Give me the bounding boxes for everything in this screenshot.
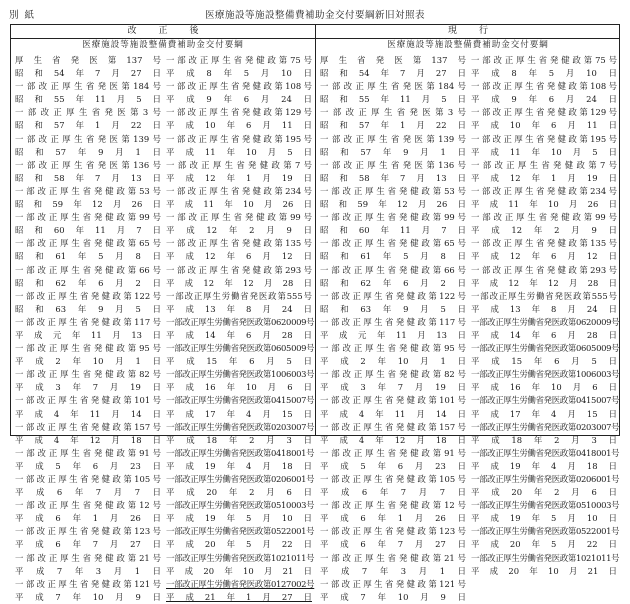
amendment-date: 平成2年10月1日 — [15, 356, 161, 367]
amendment-date: 平成20年2月6日 — [471, 487, 617, 498]
amendment-date: 平成9年6月24日 — [471, 94, 617, 105]
revised-panel — [11, 25, 315, 602]
amendment-entry: 一部改正厚生省発健政第105号 — [320, 474, 466, 484]
amendment-entry: 一部改正厚生省発健政第7号 — [166, 159, 312, 170]
amendment-entry: 一部改正厚生省発健政第66号 — [320, 264, 466, 275]
amendment-entry: 一部改正厚生省発健政第121号 — [15, 578, 161, 589]
amendment-date: 平成16年10月6日 — [471, 382, 617, 393]
amendment-date: 平成4年12月18日 — [320, 434, 466, 445]
amendment-entry: 一部改正厚生省発健政第99号 — [166, 212, 312, 223]
amendment-date: 昭和54年7月27日 — [320, 68, 466, 79]
revised-subtitle: 医療施設等施設整備費補助金交付要綱 — [82, 40, 244, 50]
amendment-entry: 一部改正厚生省発健政第157号 — [320, 421, 466, 432]
amendment-date: 昭和57年9月1日 — [320, 146, 466, 157]
revised-history-column-2 — [166, 54, 315, 604]
document-title: 医療施設等施設整備費補助金交付要綱新旧対照表 — [204, 10, 425, 21]
amendment-date: 昭和57年1月22日 — [15, 120, 161, 131]
amendment-date: 平成20年2月6日 — [166, 487, 312, 498]
amendment-date: 昭和62年6月2日 — [320, 277, 466, 288]
amendment-entry: 一部改正厚生労働省発医政第0415007号 — [166, 395, 315, 406]
amendment-entry: 一部改正厚生省発健政第53号 — [15, 185, 161, 196]
amendment-entry: 一部改正厚生労働省発医政第1006003号 — [166, 369, 315, 380]
amendment-entry: 厚生省発医第137号 — [320, 55, 466, 65]
amendment-entry: 一部改正厚生省発健政第91号 — [15, 447, 161, 458]
amendment-entry: 一部改正厚生省発健政第53号 — [320, 185, 466, 196]
amendment-date: 平成4年11月14日 — [320, 408, 466, 419]
amendment-date: 昭和61年5月8日 — [320, 251, 466, 262]
amendment-entry: 一部改正厚生労働省発医政第0605009号 — [166, 343, 315, 354]
amendment-entry: 一部改正厚生省発健政第121号 — [320, 578, 466, 589]
amendment-date: 平成11年10月5日 — [166, 146, 312, 157]
amendment-date: 平成11年10月26日 — [166, 199, 312, 210]
amendment-date: 平成20年10月21日 — [166, 565, 312, 576]
amendment-date: 平成17年4月15日 — [166, 408, 312, 419]
amendment-date: 平成6年7月27日 — [320, 539, 466, 550]
amendment-date: 平成12年2月9日 — [166, 225, 312, 236]
amendment-entry: 一部改正厚生省発医第184号 — [15, 81, 161, 92]
amendment-date: 平成7年10月9日 — [320, 591, 466, 602]
current-history-column-2 — [471, 54, 620, 578]
amendment-date: 平成14年6月28日 — [166, 329, 312, 340]
amendment-entry: 一部改正厚生省発健政第99号 — [471, 212, 617, 223]
amendment-date: 平成4年11月14日 — [15, 408, 161, 419]
amendment-date: 昭和60年11月7日 — [15, 225, 161, 236]
amendment-date: 平成15年6月5日 — [471, 356, 617, 367]
amendment-entry: 一部改正厚生省発医第136号 — [320, 159, 466, 170]
amendment-entry: 一部改正厚生省発健政第108号 — [166, 81, 312, 92]
amendment-entry: 一部改正厚生労働省発医政第0206001号 — [471, 474, 620, 484]
amendment-date: 昭和57年9月1日 — [15, 146, 161, 157]
amendment-date: 平成19年4月18日 — [471, 460, 617, 471]
amendment-date: 平成9年6月24日 — [166, 94, 312, 105]
amendment-entry: 一部改正厚生省発健政第7号 — [471, 159, 617, 170]
amendment-entry: 一部改正厚生省発医第3号 — [15, 107, 161, 118]
amendment-entry: 一部改正厚生労働省発医政第0127002号 — [166, 578, 315, 589]
amendment-entry: 一部改正厚生省発健政第75号 — [166, 55, 312, 65]
amendment-date: 平成7年3月1日 — [320, 565, 466, 576]
amendment-entry: 一部改正厚生労働省発医政第0203007号 — [471, 421, 620, 432]
amendment-entry: 一部改正厚生省発健政第101号 — [320, 395, 466, 406]
amendment-entry: 一部改正厚生省発健政第293号 — [471, 264, 617, 275]
amendment-date: 平成5年6月23日 — [320, 460, 466, 471]
current-subtitle: 医療施設等施設整備費補助金交付要綱 — [387, 40, 549, 50]
amendment-entry: 一部改正厚生省発健政第82号 — [320, 369, 466, 380]
amendment-entry: 一部改正厚生省発健政第101号 — [15, 395, 161, 406]
amendment-entry: 一部改正厚生省発健政第122号 — [320, 290, 466, 301]
amendment-entry: 一部改正厚生省発健政第117号 — [15, 316, 161, 327]
amendment-entry: 一部改正厚生労働省発医政第0620009号 — [166, 316, 315, 327]
amendment-entry: 一部改正厚生労働省発医政第0605009号 — [471, 343, 620, 354]
amendment-entry: 厚生省発医第137号 — [15, 55, 161, 65]
amendment-date: 平成18年2月3日 — [166, 434, 312, 445]
amendment-date: 昭和59年12月26日 — [320, 199, 466, 210]
amendment-date: 平成19年5月10日 — [166, 513, 312, 524]
amendment-date: 昭和58年7月13日 — [15, 172, 161, 183]
current-history-column-1 — [320, 54, 466, 604]
amendment-entry: 一部改正厚生労働省発医政第0510003号 — [471, 500, 620, 511]
amendment-date: 平成19年5月10日 — [471, 513, 617, 524]
amendment-entry: 一部改正厚生省発健政第95号 — [15, 343, 161, 354]
amendment-entry: 一部改正厚生省発健政第95号 — [320, 343, 466, 354]
amendment-date: 昭和55年11月5日 — [15, 94, 161, 105]
amendment-entry: 一部改正厚生省発健政第129号 — [166, 107, 312, 118]
amendment-date: 平成20年5月22日 — [166, 539, 312, 550]
amendment-entry: 一部改正厚生労働省発医政第0522001号 — [166, 526, 315, 537]
amendment-entry: 一部改正厚生省発医第139号 — [15, 133, 161, 144]
amendment-entry: 一部改正厚生省発健政第75号 — [471, 55, 617, 65]
amendment-entry: 一部改正厚生省発健政第91号 — [320, 447, 466, 458]
amendment-entry: 一部改正厚生労働省発医政第0522001号 — [471, 526, 620, 537]
amendment-entry: 一部改正厚生労働省発医政第0415007号 — [471, 395, 620, 406]
comparison-table — [10, 24, 620, 602]
amendment-entry: 一部改正厚生省発健政第135号 — [166, 238, 312, 249]
amendment-entry: 一部改正厚生労働省発医政第0418001号 — [471, 447, 620, 458]
amendment-date: 昭和59年12月26日 — [15, 199, 161, 210]
amendment-date: 平成12年12月28日 — [166, 277, 312, 288]
amendment-date: 平成7年3月1日 — [15, 565, 161, 576]
amendment-entry: 一部改正厚生省発健政第65号 — [320, 238, 466, 249]
amendment-entry: 一部改正厚生省発健政第157号 — [15, 421, 161, 432]
amendment-entry: 一部改正厚生労働省発医政第0206001号 — [166, 474, 315, 484]
amendment-entry: 一部改正厚生省発健政第108号 — [471, 81, 617, 92]
revised-heading: 改正後 — [127, 26, 221, 36]
amendment-entry: 一部改正厚生省発医第136号 — [15, 159, 161, 170]
amendment-entry: 一部改正厚生省発医第184号 — [320, 81, 466, 92]
amendment-date: 昭和62年6月2日 — [15, 277, 161, 288]
amendment-entry: 一部改正厚生省発健政第12号 — [15, 500, 161, 511]
amendment-date: 昭和55年11月5日 — [320, 94, 466, 105]
amendment-date: 平成19年4月18日 — [166, 460, 312, 471]
amendment-date: 平成15年6月5日 — [166, 356, 312, 367]
amendment-date: 平成14年6月28日 — [471, 329, 617, 340]
amendment-date: 昭和54年7月27日 — [15, 68, 161, 79]
amendment-entry: 一部改正厚生省発健政第99号 — [320, 212, 466, 223]
amendment-date: 平成12年1月19日 — [471, 172, 617, 183]
amendment-date: 平成6年7月7日 — [15, 487, 161, 498]
amendment-date: 平成13年8月24日 — [166, 303, 312, 314]
amendment-entry: 一部改正厚生省発健政第65号 — [15, 238, 161, 249]
amendment-date: 平成16年10月6日 — [166, 382, 312, 393]
amendment-entry: 一部改正厚生労働省発医政第0418001号 — [166, 447, 315, 458]
amendment-date: 平成元年11月13日 — [320, 329, 466, 340]
amendment-entry: 一部改正厚生省発健政第117号 — [320, 316, 466, 327]
amendment-entry: 一部改正厚生省発医第139号 — [320, 133, 466, 144]
amendment-entry: 一部改正厚生労働省発医政第1021011号 — [166, 552, 315, 563]
amendment-entry: 一部改正厚生省発健政第293号 — [166, 264, 312, 275]
amendment-entry: 一部改正厚生労働省発医政第0203007号 — [166, 421, 315, 432]
amendment-entry: 一部改正厚生省発健政第234号 — [471, 185, 617, 196]
amendment-date: 平成18年2月3日 — [471, 434, 617, 445]
amendment-date: 平成20年5月22日 — [471, 539, 617, 550]
amendment-entry: 一部改正厚生労働省発医政第1006003号 — [471, 369, 620, 380]
amendment-entry: 一部改正厚生省発健政第129号 — [471, 107, 617, 118]
amendment-entry: 一部改正厚生省発健政第21号 — [15, 552, 161, 563]
amendment-date: 平成17年4月15日 — [471, 408, 617, 419]
amendment-date: 平成7年10月9日 — [15, 591, 161, 602]
revised-history-column-1 — [15, 54, 161, 604]
amendment-date: 平成6年7月27日 — [15, 539, 161, 550]
amendment-date: 昭和58年7月13日 — [320, 172, 466, 183]
amendment-date: 平成3年7月19日 — [320, 382, 466, 393]
amendment-date: 平成11年10月26日 — [471, 199, 617, 210]
amendment-date: 平成12年2月9日 — [471, 225, 617, 236]
amendment-date: 平成12年6月12日 — [166, 251, 312, 262]
amendment-date: 平成21年1月27日 — [166, 591, 312, 602]
amendment-entry: 一部改正厚生省発健政第135号 — [471, 238, 617, 249]
amendment-entry: 一部改正厚生省発医第3号 — [320, 107, 466, 118]
amendment-entry: 一部改正厚生省発健政第82号 — [15, 369, 161, 380]
amendment-entry: 一部改正厚生省発健政第12号 — [320, 500, 466, 511]
amendment-entry: 一部改正厚生労働省発医政第0620009号 — [471, 316, 620, 327]
amendment-date: 平成元年11月13日 — [15, 329, 161, 340]
amendment-date: 平成10年6月11日 — [166, 120, 312, 131]
amendment-entry: 一部改正厚生労働省発医政第0510003号 — [166, 500, 315, 511]
current-panel — [316, 25, 620, 602]
amendment-date: 昭和60年11月7日 — [320, 225, 466, 236]
amendment-entry: 一部改正厚生省発健政第234号 — [166, 185, 312, 196]
amendment-date: 平成12年12月28日 — [471, 277, 617, 288]
amendment-date: 昭和57年1月22日 — [320, 120, 466, 131]
amendment-entry: 一部改正厚生労働省発医政第555号 — [166, 290, 312, 301]
amendment-date: 平成20年10月21日 — [471, 565, 617, 576]
amendment-date: 平成12年1月19日 — [166, 172, 312, 183]
amendment-entry: 一部改正厚生省発健政第66号 — [15, 264, 161, 275]
amendment-entry: 一部改正厚生省発健政第122号 — [15, 290, 161, 301]
amendment-entry: 一部改正厚生省発健政第21号 — [320, 552, 466, 563]
amendment-entry: 一部改正厚生労働省発医政第555号 — [471, 290, 617, 301]
annex-label: 別紙 — [9, 10, 41, 21]
amendment-entry: 一部改正厚生省発健政第105号 — [15, 474, 161, 484]
amendment-date: 平成8年5月10日 — [471, 68, 617, 79]
amendment-entry: 一部改正厚生労働省発医政第1021011号 — [471, 552, 620, 563]
amendment-date: 平成6年1月26日 — [320, 513, 466, 524]
amendment-date: 平成13年8月24日 — [471, 303, 617, 314]
amendment-date: 平成6年1月26日 — [15, 513, 161, 524]
amendment-date: 平成3年7月19日 — [15, 382, 161, 393]
amendment-date: 平成2年10月1日 — [320, 356, 466, 367]
amendment-date: 平成11年10月5日 — [471, 146, 617, 157]
amendment-date: 平成8年5月10日 — [166, 68, 312, 79]
amendment-date: 昭和63年9月5日 — [320, 303, 466, 314]
amendment-date: 平成10年6月11日 — [471, 120, 617, 131]
amendment-date: 平成6年7月7日 — [320, 487, 466, 498]
amendment-date: 昭和63年9月5日 — [15, 303, 161, 314]
current-heading: 現行 — [447, 26, 510, 36]
amendment-entry: 一部改正厚生省発健政第195号 — [166, 133, 312, 144]
amendment-entry: 一部改正厚生省発健政第99号 — [15, 212, 161, 223]
amendment-entry: 一部改正厚生省発健政第195号 — [471, 133, 617, 144]
amendment-date: 平成4年12月18日 — [15, 434, 161, 445]
amendment-entry: 一部改正厚生省発健政第123号 — [320, 526, 466, 537]
amendment-date: 平成12年6月12日 — [471, 251, 617, 262]
amendment-date: 昭和61年5月8日 — [15, 251, 161, 262]
amendment-entry: 一部改正厚生省発健政第123号 — [15, 526, 161, 537]
amendment-date: 平成5年6月23日 — [15, 460, 161, 471]
